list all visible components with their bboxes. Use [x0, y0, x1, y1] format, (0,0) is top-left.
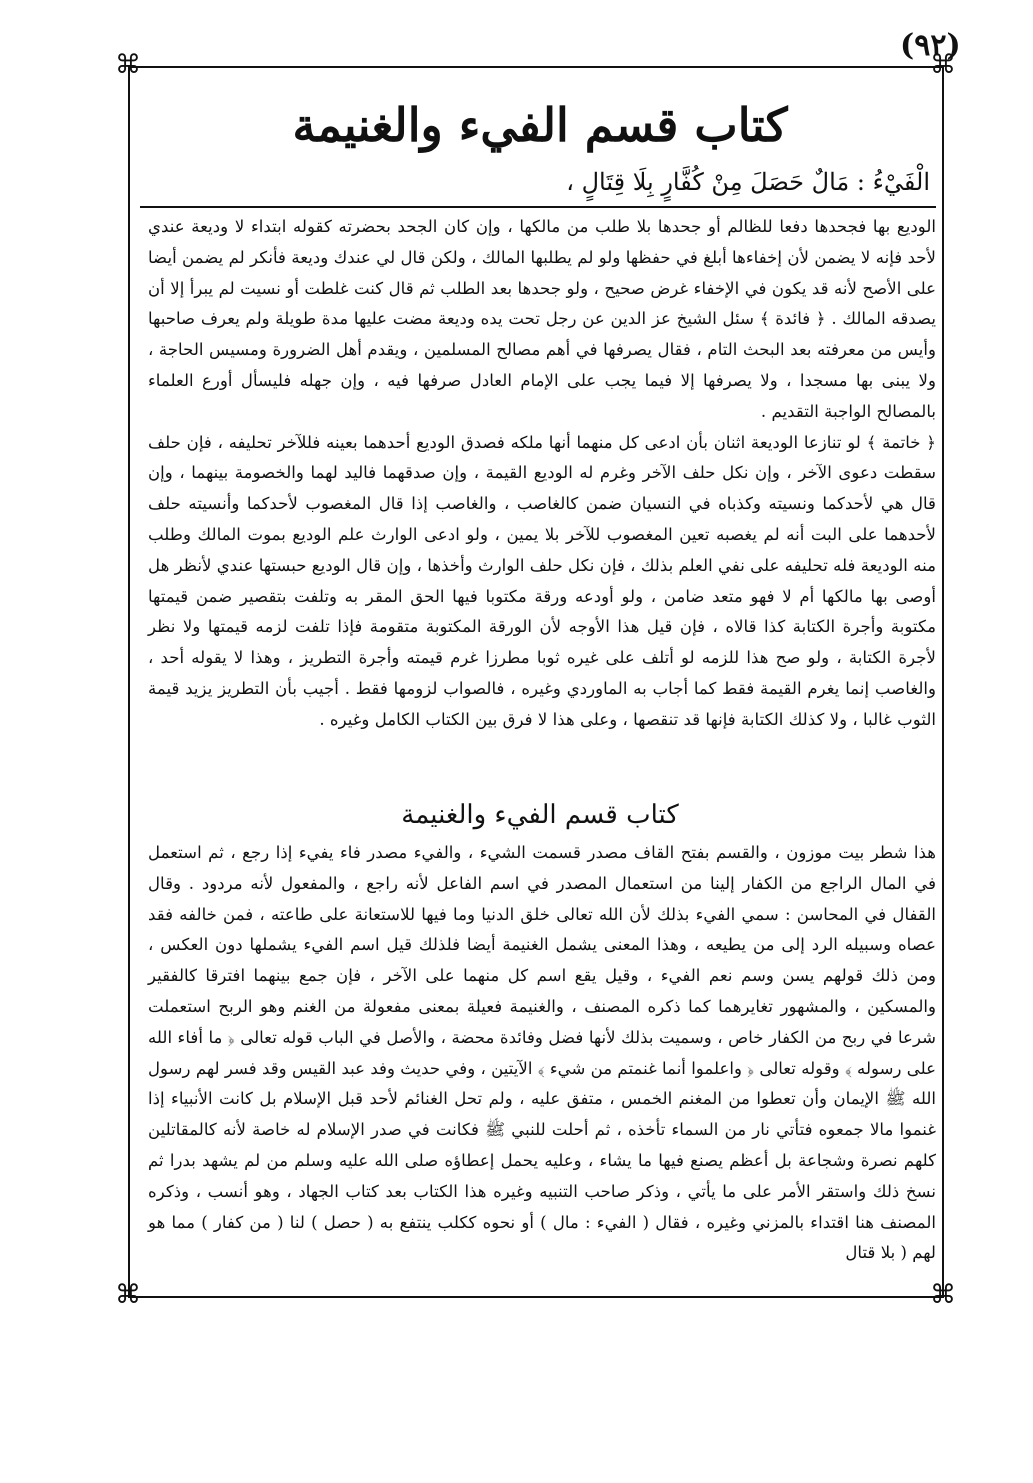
frame-bottom-rule: [128, 1296, 944, 1298]
frame-left-rule: [128, 66, 130, 1298]
subsection-title: كتاب قسم الفيء والغنيمة: [401, 800, 679, 830]
frame-right-rule: [942, 66, 944, 1298]
commentary-paragraph: هذا شطر بيت موزون ، والقسم بفتح القاف مصدر قسمت الشيء ، والفيء مصدر فاء يفيء إذا رجع ، ثم استعمل في المال الراجع من الكفار إلينا من استعمال المصدر في اسم الفاعل لأنه راجع ، والمفعول لأنه مردود . وقال القفال في المحاسن : سمي الفيء بذلك لأن الله تعالى خلق الدنيا وما فيها للاستعانة على طاعته ، فمن خالفه فقد عصاه وسبيله الرد إلى من يطيعه ، وهذا المعنى يشمل الغنيمة أيضا فلذلك قيل اسم الفيء يشملها دون العكس ، ومن ذلك قولهم يسن وسم نعم الفيء ، وقيل يقع اسم كل منهما على الآخر ، فإن جمع بينهما افترقا كالفقير والمسكين ، والمشهور تغايرهما كما ذكره المصنف ، والغنيمة فعيلة بمعنى مفعولة من الغنم وهو الربح استعملت شرعا في ربح من الكفار خاص ، وسميت بذلك لأنها فضل وفائدة محضة ، والأصل في الباب قوله تعالى ﴿ ما أفاء الله على رسوله ﴾ وقوله تعالى ﴿ واعلموا أنما غنمتم من شيء ﴾ الآيتين ، وفي حديث وفد عبد القيس وقد فسر لهم رسول الله ﷺ الإيمان وأن تعطوا من المغنم الخمس ، متفق عليه ، ولم تحل الغنائم لأحد قبل الإسلام بل كانت الأنبياء إذا غنموا مالا جمعوه فتأتي نار من السماء تأخذه ، ثم أحلت للنبي ﷺ فكانت في صدر الإسلام له خاصة لأنه كالمقاتلين كلهم نصرة وشجاعة بل أعظم يصنع فيها ما يشاء ، وعليه يحمل إعطاؤه صلى الله عليه وسلم من لم يشهد بدرا ثم نسخ ذلك واستقر الأمر على ما يأتي ، وذكر صاحب التنبيه وغيره هذا الكتاب بعد كتاب الجهاد ، وهو أنسب ، وذكره المصنف هنا اقتداء بالمزني وغيره ، فقال ( الفيء : مال ) أو نحوه ككلب ينتفع به ( حصل ) لنا ( من كفار ) مما هو لهم ( بلا قتال: [148, 843, 936, 1263]
commentary-paragraph: الوديع بها فجحدها دفعا للظالم أو جحدها بلا طلب من مالكها ، وإن كان الجحد بحضرته كقوله ابتداء لا وديعة عندي لأحد فإنه لا يضمن لأن إخفاءها أبلغ في حفظها ولو لم يطلبها المالك ، ولكن قال لي عندك وديعة فأنكر لم يضمن أيضا على الأصح لأنه قد يكون في الإخفاء غرض صحيح ، ولو جحدها بعد الطلب ثم قال كنت غلطت أو نسيت لم يبرأ إلا أن يصدقه المالك . ﴿ فائدة ﴾ سئل الشيخ عز الدين عن رجل تحت يده وديعة مضت عليها مدة طويلة ولم يعرف صاحبها وأيس من معرفته بعد البحث التام ، فقال يصرفها في أهم مصالح المسلمين ، ويقدم أهل الضرورة ومسيس الحاجة ، ولا يبنى بها مسجدا ، ولا يصرفها إلا فيما يجب على الإمام العادل صرفها فيه ، وإن جهله فليسأل أورع العلماء بالمصالح الواجبة التقديم .: [148, 217, 936, 421]
commentary-block: [148, 212, 936, 736]
frame-top-rule: [128, 66, 944, 68]
definition-text: الْفَيْءُ : مَالٌ حَصَلَ مِنْ كُفَّارٍ بِلَا قِتَالٍ ،: [566, 168, 930, 196]
corner-ornament-icon: ⌘: [115, 1280, 141, 1310]
corner-ornament-icon: ⌘: [115, 50, 141, 80]
page-number: (٩٢): [900, 28, 961, 63]
commentary-paragraph: ﴿ خاتمة ﴾ لو تنازعا الوديعة اثنان بأن ادعى كل منهما أنها ملكه فصدق الوديع أحدهما بعينه فللآخر تحليفه ، فإن حلف سقطت دعوى الآخر ، وإن نكل حلف الآخر وغرم له الوديع القيمة ، وإن صدقهما فاليد لهما والخصومة بينهما ، وإن قال هي لأحدكما ونسيته وكذباه في النسيان ضمن كالغاصب ، والغاصب إذا قال المغصوب لأحدكما وأنسيته حلف لأحدهما على البت أنه لم يغصبه تعين المغصوب للآخر بلا يمين ، ولو ادعى الوارث علم الوديع بموت المالك وطلب منه الوديعة فله تحليفه على نفي العلم بذلك ، فإن نكل حلف الوارث وأخذها ، وإن قال الوديع حبستها عندي لأنظر هل أوصى بها مالكها أم لا فهو متعد ضامن ، ولو أودعه ورقة مكتوبا فيها الحق المقر به وتلفت بتقصير ضمن قيمتها مكتوبة وأجرة الكتابة كذا قالاه ، فإن قيل هذا الأوجه لأن الورقة المكتوبة متقومة فإذا تلفت لزمه قيمتها ولا نظر لأجرة الكتابة ، ولو صح هذا للزمه لو أتلف على غيره ثوبا مطرزا غرم قيمته وأجرة التطريز ، وهذا لا يقوله أحد ، والغاصب إنما يغرم القيمة فقط كما أجاب به الماوردي وغيره ، فالصواب لزومها فقط . أجيب بأن التطريز يزيد قيمة الثوب غالبا ، ولا كذلك الكتابة فإنها قد تنقصها ، وعلى هذا لا فرق بين الكتاب الكامل وغيره .: [148, 432, 936, 729]
corner-ornament-icon: ⌘: [930, 50, 956, 80]
corner-ornament-icon: ⌘: [930, 1280, 956, 1310]
commentary-block-2: [148, 838, 936, 1269]
section-divider: [140, 206, 936, 208]
page-title: كتاب قسم الفيء والغنيمة: [292, 98, 788, 152]
